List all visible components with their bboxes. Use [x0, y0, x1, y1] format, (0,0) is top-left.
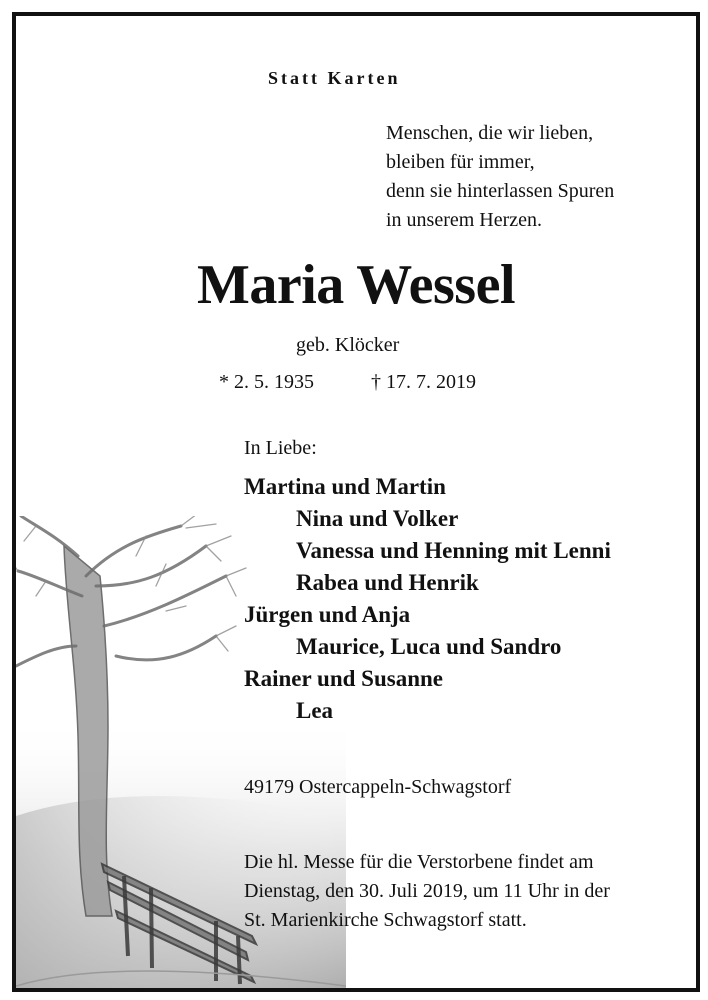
mourner-sub: Vanessa und Henning mit Lenni	[296, 538, 611, 563]
mourners-intro: In Liebe:	[244, 437, 317, 459]
quote-line: Menschen, die wir lieben,	[386, 122, 594, 144]
maiden-name: geb. Klöcker	[296, 334, 400, 356]
mass-line: Die hl. Messe für die Verstorbene findet am	[244, 851, 594, 873]
address: 49179 Ostercappeln-Schwagstorf	[244, 776, 512, 798]
mourner-main: Jürgen und Anja	[244, 602, 411, 627]
quote-line: in unserem Herzen.	[386, 209, 543, 231]
obituary-card	[12, 12, 700, 992]
mourner-main: Rainer und Susanne	[244, 666, 443, 691]
birth-date: * 2. 5. 1935	[219, 371, 314, 393]
mourner-sub: Rabea und Henrik	[296, 570, 479, 595]
deceased-name: Maria Wessel	[196, 254, 516, 316]
death-date: † 17. 7. 2019	[371, 371, 476, 393]
header-statt-karten: Statt Karten	[268, 68, 401, 88]
mourner-sub: Lea	[296, 698, 334, 723]
mass-line: Dienstag, den 30. Juli 2019, um 11 Uhr in der	[244, 880, 610, 902]
mass-announcement	[244, 848, 610, 935]
quote-line: denn sie hinterlassen Spuren	[386, 180, 615, 202]
quote-line: bleiben für immer,	[386, 151, 535, 173]
mass-line: St. Marienkirche Schwagstorf statt.	[244, 909, 527, 931]
mourners-list	[244, 471, 611, 727]
mourner-sub: Maurice, Luca und Sandro	[296, 634, 562, 659]
memorial-quote	[386, 119, 614, 235]
mourner-sub: Nina und Volker	[296, 506, 459, 531]
mourner-main: Martina und Martin	[244, 474, 446, 499]
